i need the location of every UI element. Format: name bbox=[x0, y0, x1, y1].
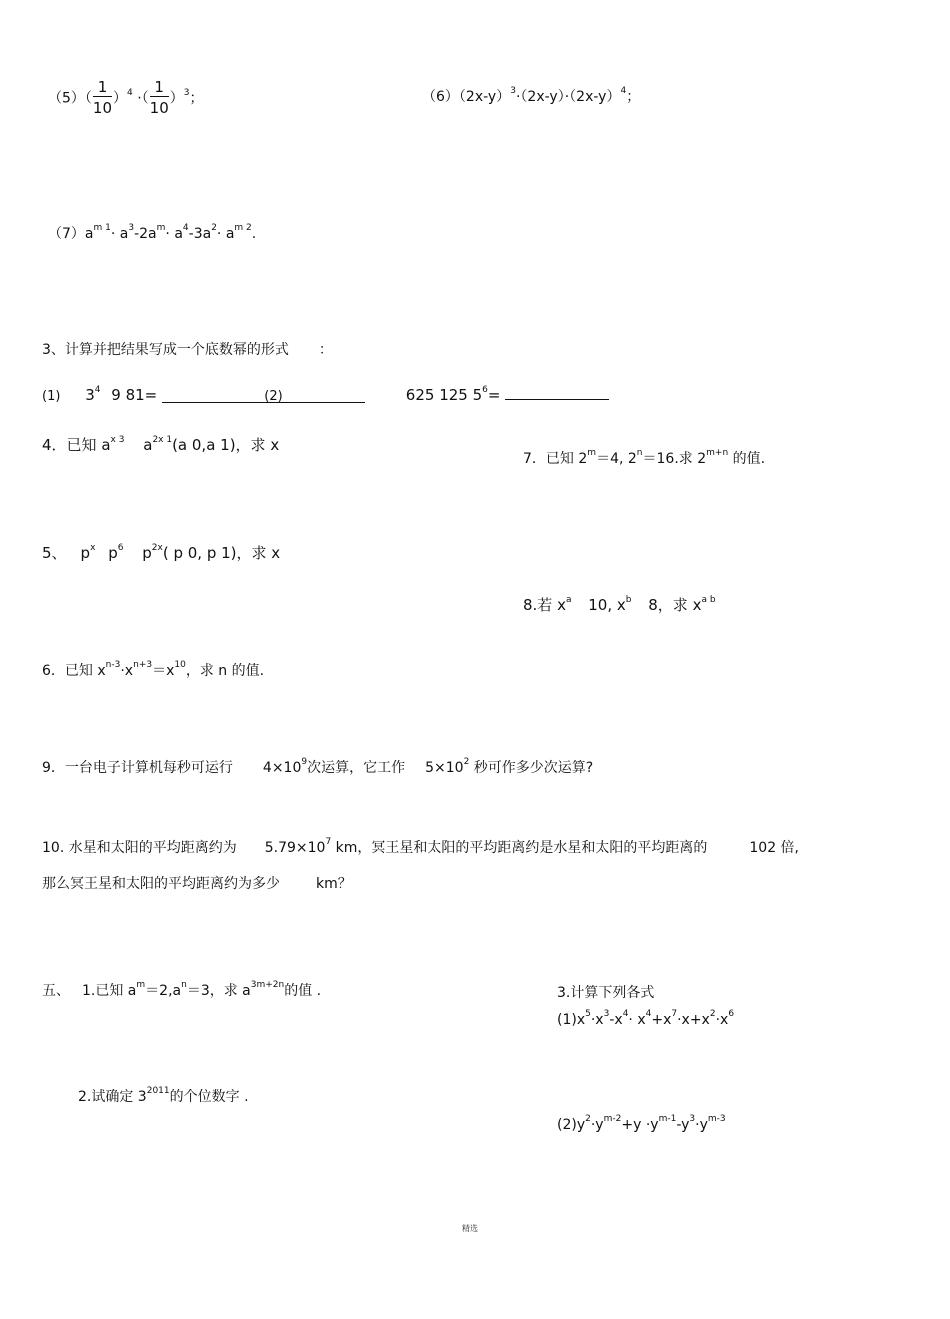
section-3-problems: (1) $3^4$ 9 81= (2) 625 125 $5^6=$ bbox=[42, 385, 609, 407]
problem-5-exponent: 5、 $p^x$ $p^6$ $p^{2x}$( p 0, p 1)，求 x bbox=[42, 543, 281, 562]
page-footer: 精选 bbox=[462, 1224, 478, 1233]
answer-blank-1[interactable]: (2) bbox=[162, 388, 365, 403]
problem-7: $(7)a^{m 1}\cdot a^3-2a^m\cdot a^4-3a^2\cdot a^{m 2}$. bbox=[48, 223, 257, 242]
problem-4: 4．已知 $a^{x 3}$ $a^{2x 1}(a$ 0,a 1)，求 x bbox=[42, 435, 280, 454]
fraction-one-tenth: $\frac{1}{10}$ bbox=[92, 78, 113, 117]
problem-5: （5）（ $\frac{1}{10}$ ）$^4$ ·（ $\frac{1}{10}$ ）$^3$； bbox=[48, 78, 204, 117]
problem-9: 9．一台电子计算机每秒可运行 $4\times 10^9$次运算，它工作 $5\times 10^2$ 秒可作多少次运算? bbox=[42, 757, 594, 776]
answer-blank-2[interactable] bbox=[505, 385, 609, 400]
problem-7-right: 7．已知 $2^m=4$, $2^n=16$.求 $2^{m+n}$ 的值. bbox=[523, 448, 766, 467]
fraction-one-tenth: $\frac{1}{10}$ bbox=[149, 78, 169, 117]
problem-6-exponent: 6．已知 $x^{n-3}\cdot x^{n+3}=x^{10}$，求 n 的值. bbox=[42, 660, 265, 679]
problem-8: 8.若 $x^a$ 10, $x^b$ 8，求 $x^{a b}$ bbox=[523, 595, 716, 614]
section-5-q3-title: 3.计算下列各式 bbox=[557, 985, 655, 1001]
section-5-q3-part2: $(2)y^2\cdot y^{m-2}+y \cdot y^{m-1}-y^3\cdot y^{m-3}$ bbox=[557, 1114, 726, 1133]
section-5-q1: 五、 1.已知 $a^m=2,a^n=3$，求 $a^{3m+2n}$的值 . bbox=[42, 980, 322, 999]
section-3-title: 3、计算并把结果写成一个底数幂的形式 ： bbox=[42, 342, 333, 358]
problem-10: 10. 水星和太阳的平均距离约为 $5.79\times 10^7$ km，冥王星和太阳的平均距离约是水星和太阳的平均距离的 102 倍, bbox=[42, 837, 799, 856]
section-5-q2: 2.试确定 $3^{2011}$的个位数字 . bbox=[78, 1086, 249, 1105]
problem-10-line2: 那么冥王星和太阳的平均距离约为多少 km？ bbox=[42, 876, 352, 892]
section-5-q3-part1: $(1)x^5\cdot x^3-x^4\cdot x^4+x^7\cdot x+x^2\cdot x^6$ bbox=[557, 1009, 735, 1028]
problem-6: $(6)(2x-y)^3\cdot(2x-y)\cdot(2x-y)^4$； bbox=[422, 86, 641, 105]
